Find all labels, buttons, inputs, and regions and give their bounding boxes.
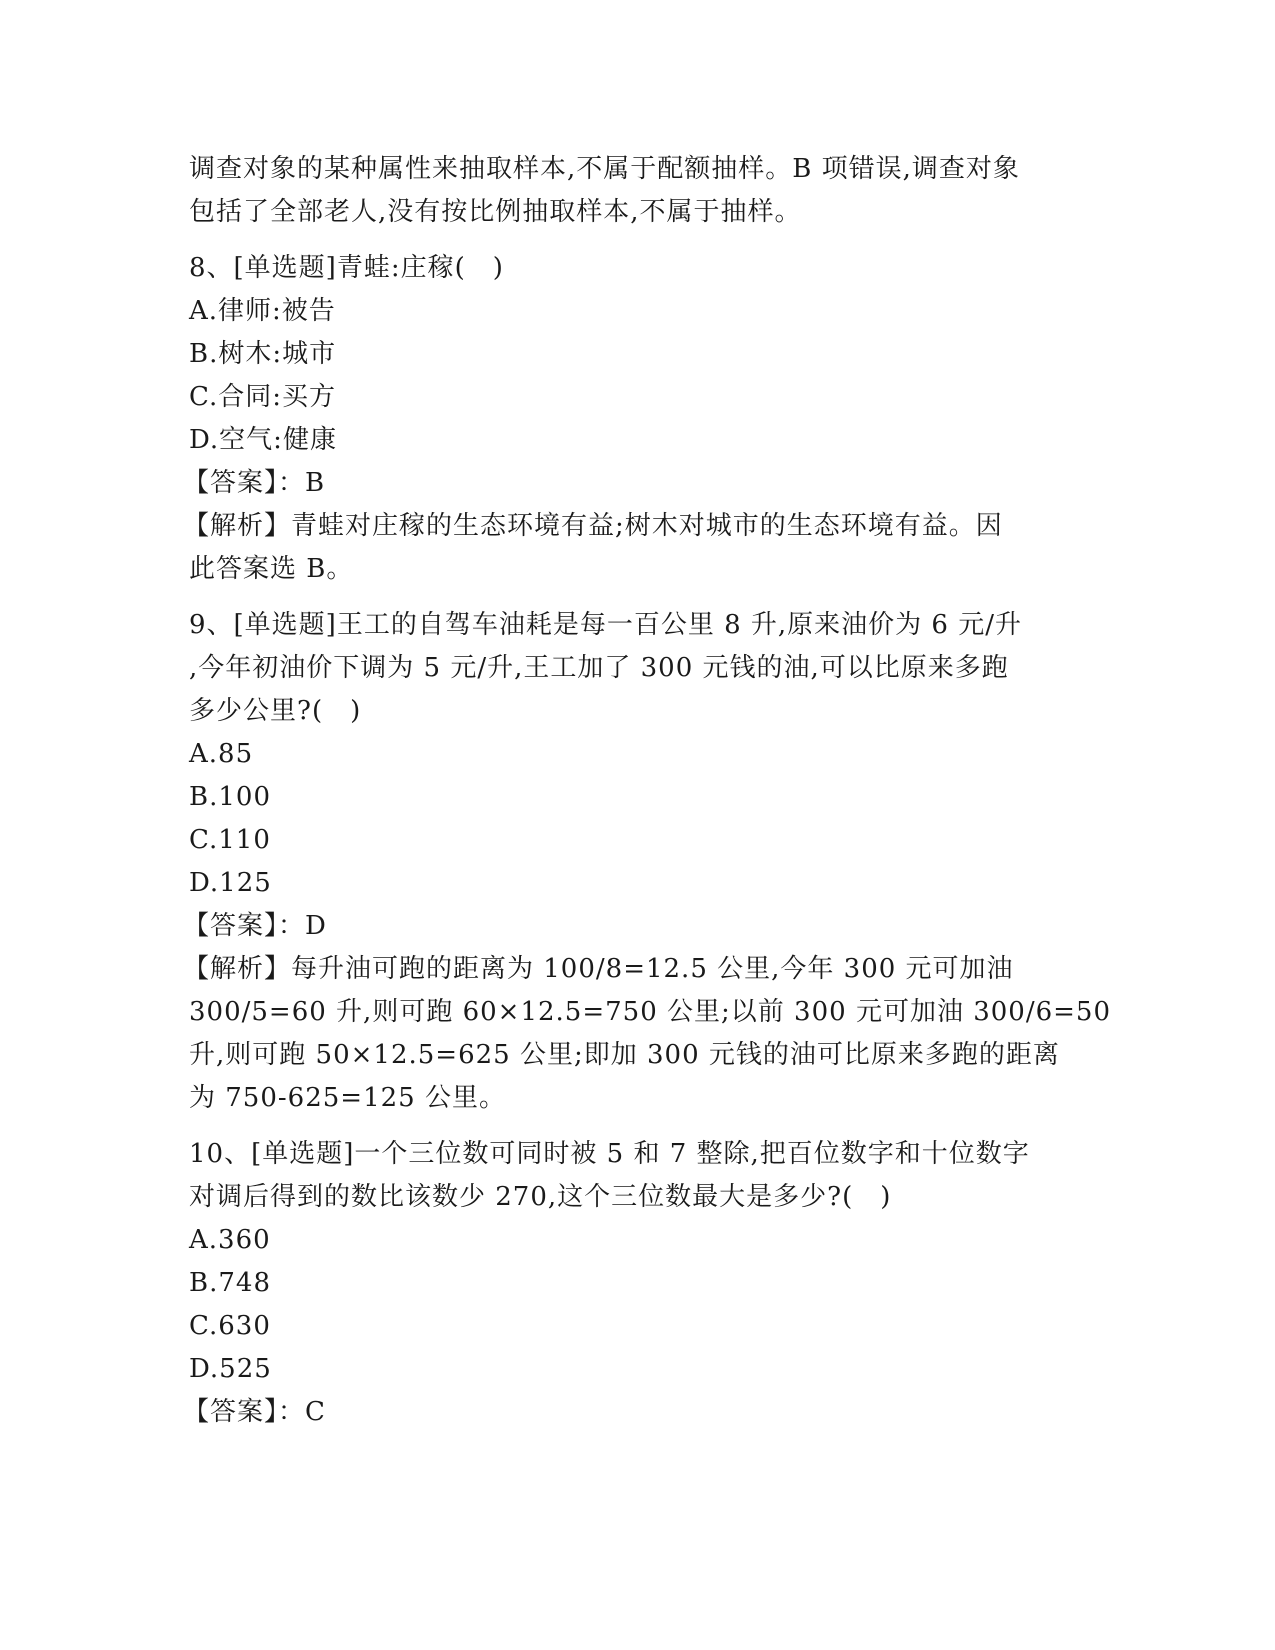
option-c: C.630: [189, 1311, 271, 1341]
option-b: B.748: [189, 1268, 271, 1298]
option-b: B.100: [189, 782, 271, 812]
analysis-line: 300/5=60 升,则可跑 60×12.5=750 公里;以前 300 元可加油 300/6=50: [189, 997, 1112, 1027]
analysis-line: 【解析】每升油可跑的距离为 100/8=12.5 公里,今年 300 元可加油: [183, 954, 1014, 984]
text-line: 包括了全部老人,没有按比例抽取样本,不属于抽样。: [189, 197, 802, 227]
option-c: C.合同:买方: [189, 382, 336, 412]
question-stem: ,今年初油价下调为 5 元/升,王工加了 300 元钱的油,可以比原来多跑: [189, 653, 1009, 683]
option-d: D.空气:健康: [189, 425, 337, 455]
question-8: [183, 247, 1089, 591]
question-stem: 对调后得到的数比该数少 270,这个三位数最大是多少?( ): [189, 1182, 892, 1212]
option-a: A.律师:被告: [189, 296, 336, 326]
option-c: C.110: [189, 825, 271, 855]
answer-line: 【答案】：C: [183, 1397, 326, 1427]
analysis-line: 升,则可跑 50×12.5=625 公里;即加 300 元钱的油可比原来多跑的距离: [189, 1040, 1060, 1070]
option-a: A.360: [189, 1225, 271, 1255]
previous-analysis: [189, 148, 1089, 234]
question-10: [183, 1133, 1089, 1434]
question-stem: 10、[单选题]一个三位数可同时被 5 和 7 整除,把百位数字和十位数字: [189, 1139, 1030, 1169]
question-stem: 8、[单选题]青蛙:庄稼( ): [189, 253, 504, 283]
option-b: B.树木:城市: [189, 339, 337, 369]
analysis-line: 为 750-625=125 公里。: [189, 1083, 506, 1113]
question-stem: 9、[单选题]王工的自驾车油耗是每一百公里 8 升,原来油价为 6 元/升: [189, 610, 1022, 640]
question-stem: 多少公里?( ): [189, 696, 362, 726]
option-a: A.85: [189, 739, 254, 769]
answer-line: 【答案】：D: [183, 911, 327, 941]
text-line: 调查对象的某种属性来抽取样本,不属于配额抽样。B 项错误,调查对象: [189, 154, 1020, 184]
option-d: D.125: [189, 868, 272, 898]
question-9: [183, 604, 1112, 1120]
analysis-line: 此答案选 B。: [189, 554, 354, 584]
document-page: [183, 148, 1112, 1434]
analysis-line: 【解析】青蛙对庄稼的生态环境有益;树木对城市的生态环境有益。因: [183, 511, 1003, 541]
answer-line: 【答案】：B: [183, 468, 326, 498]
option-d: D.525: [189, 1354, 272, 1384]
